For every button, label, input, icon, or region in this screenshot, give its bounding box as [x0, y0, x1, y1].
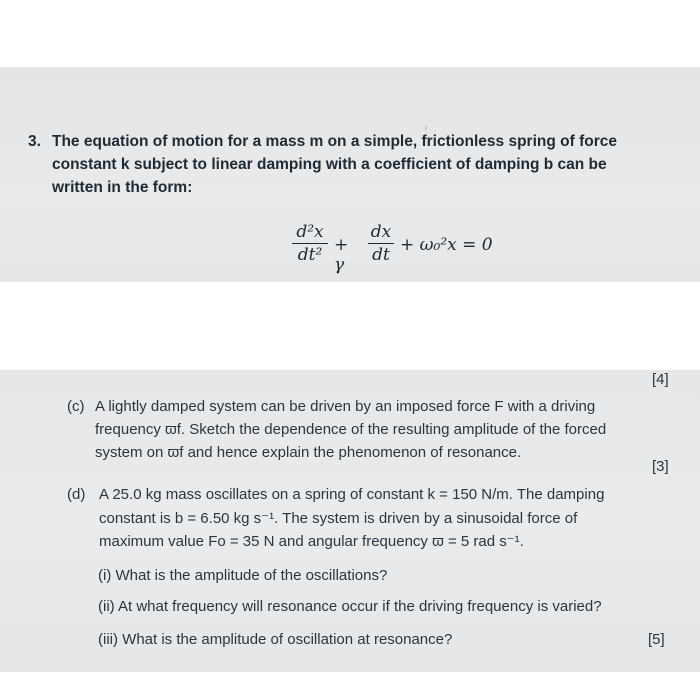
part-d-label: (d): [67, 486, 86, 503]
question-panel-top: [0, 67, 700, 282]
part-d-line-1: A 25.0 kg mass oscillates on a spring of constant k = 150 N/m. The damping: [99, 486, 605, 503]
fraction-denominator: dt: [372, 245, 390, 265]
marks-top: [4]: [652, 371, 669, 388]
part-c-line-1: A lightly damped system can be driven by an imposed force F with a driving: [95, 398, 596, 415]
fraction-d2x-dt2: [292, 222, 328, 265]
fraction-numerator: d²x: [296, 222, 324, 242]
fraction-numerator: dx: [370, 222, 392, 242]
plus-gamma: + γ: [334, 235, 349, 275]
part-c-label: (c): [67, 398, 85, 415]
question-line-2: constant k subject to linear damping with a coefficient of damping b can be: [52, 156, 607, 173]
equation-tail: + ω₀²x = 0: [400, 235, 493, 255]
part-d-line-3: maximum value Fo = 35 N and angular frequency ϖ = 5 rad s⁻¹.: [99, 533, 524, 550]
fraction-denominator: dt²: [297, 245, 323, 265]
part-c-line-3: system on ϖf and hence explain the phenomenon of resonance.: [95, 444, 522, 461]
part-d-marks: [5]: [648, 631, 665, 648]
fraction-dx-dt: [368, 222, 394, 265]
question-line-3: written in the form:: [52, 179, 193, 196]
part-d-sub-i: (i) What is the amplitude of the oscillations?: [98, 567, 388, 584]
part-d-sub-iii: (iii) What is the amplitude of oscillation at resonance?: [98, 631, 453, 648]
question-number: 3.: [28, 133, 41, 150]
part-c-marks: [3]: [652, 458, 669, 475]
part-c-line-2: frequency ϖf. Sketch the dependence of the resulting amplitude of the forced: [95, 421, 607, 438]
part-d-line-2: constant is b = 6.50 kg s⁻¹. The system is driven by a sinusoidal force of: [99, 510, 578, 527]
part-d-sub-ii: (ii) At what frequency will resonance occur if the driving frequency is varied?: [98, 598, 602, 615]
question-line-1: The equation of motion for a mass m on a simple, frictionless spring of force: [52, 133, 617, 150]
